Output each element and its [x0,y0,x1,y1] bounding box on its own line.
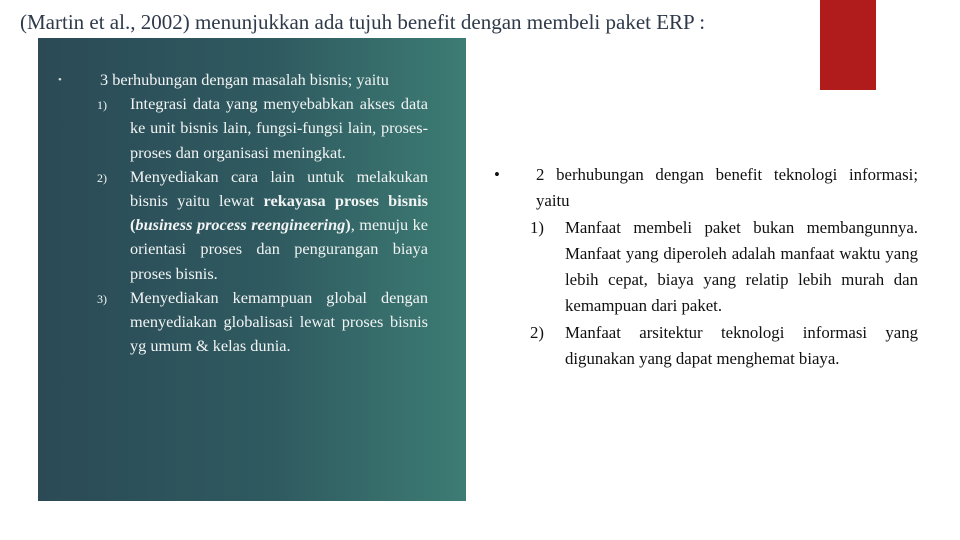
right-lead-text: 2 berhubungan dengan benefit teknologi informasi; yaitu [536,165,918,211]
right-numbered-list [494,215,918,373]
list-item-text: Manfaat arsitektur teknologi informasi yang digunakan yang dapat menghemat biaya. [565,322,918,369]
list-number: 2) [530,322,544,342]
list-number: 2) [97,170,107,185]
list-item [60,286,428,359]
list-item [494,320,918,373]
list-number: 1) [97,98,107,113]
bullet-marker: • [58,74,62,86]
bullet-marker: • [494,165,500,184]
list-item-text: Menyediakan cara lain untuk melakukan bisnis yaitu lewat [130,166,428,211]
bold-italic-term: business process reengineering [135,215,346,235]
bold-term: rekayasa proses bisnis ( [130,191,428,235]
list-item [60,165,428,286]
left-numbered-list [60,92,428,358]
list-item-text: Manfaat membeli paket bukan membangunnya. Manfaat yang diperoleh adalah manfaat waktu yang lebih cepat, biaya yang relatip lebih murah dan kemampuan dari paket. [565,217,918,316]
list-item [60,92,428,165]
slide-title: (Martin et al., 2002) menunjukkan ada tujuh benefit dengan membeli paket ERP : [20,10,706,34]
list-number: 1) [530,217,544,237]
list-item-text: Menyediakan kemampuan global dengan menyediakan globalisasi lewat proses bisnis yg umum & kelas dunia. [130,287,428,356]
list-item-text: Integrasi data yang menyebabkan akses data ke unit bisnis lain, fungsi-fungsi lain, proses-proses dan organisasi meningkat. [130,94,428,162]
list-number: 3) [97,291,107,306]
right-text-block [494,162,918,372]
bold-close-paren: ) [345,215,351,235]
left-lead-text: 3 berhubungan dengan masalah bisnis; yaitu [100,70,389,89]
list-item-text-tail: , menuju ke orientasi proses dan pengurangan biaya proses bisnis. [130,215,428,283]
red-accent-block [820,0,876,90]
list-item [494,215,918,320]
left-text-block [60,68,428,358]
